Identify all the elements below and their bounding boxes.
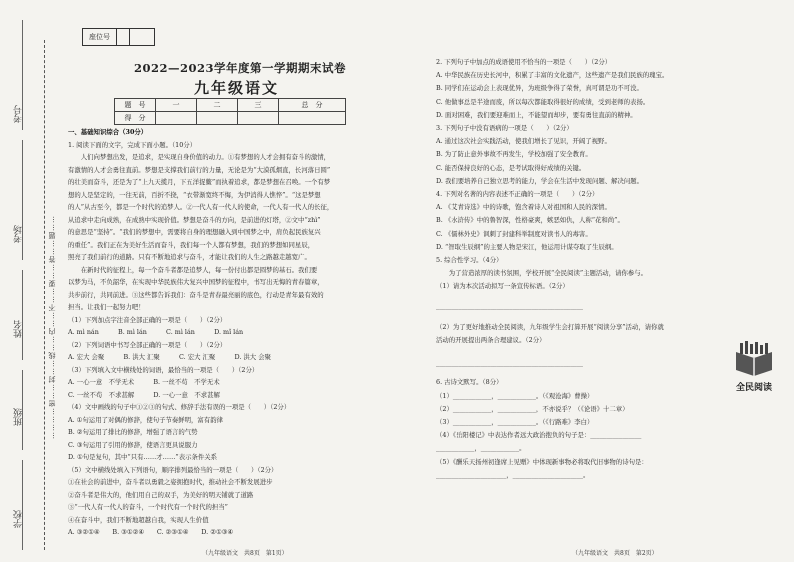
question-line: 的人”从古至今，都是一个时代的追梦人。②一代人有一代人的使命，一代人有一代人的长征， bbox=[68, 203, 334, 211]
question-line: 的重任”。我们正在为美好生活而奋斗，我们每一个人都有梦想，我们的梦想如同星辰， bbox=[68, 240, 315, 249]
question-line: （2）下列词语中书写全部正确的一项是（ ）（2分） bbox=[68, 340, 227, 349]
question-line: 6. 古诗文默写。（8分） bbox=[436, 378, 503, 387]
question-line: （2）____________，____________，不亦说乎？（《论语》十二章） bbox=[436, 404, 629, 413]
banji-label: 班级 bbox=[14, 408, 24, 426]
question-line: B. 《水浒传》中的鲁智深，性格豪爽，嫉恶如仇，人称“花和尚”。 bbox=[436, 216, 624, 225]
question-line: 从追求中走向成熟，在成熟中实现价值。梦想是奋斗的方向，是前进的灯塔，②文中“zhì” bbox=[68, 215, 321, 224]
xingming-label: 姓名 bbox=[14, 320, 24, 338]
question-line: 的壮美而奋斗，还是为了“上九天揽月，下五洋捉鳖”而执着追求，都是梦想在召唤。一个有梦 bbox=[68, 178, 331, 186]
question-line: 3. 下列句子中没有语病的一项是（ ）（2分） bbox=[436, 124, 573, 132]
score-header-cell: 题 号 bbox=[115, 99, 156, 112]
score-header-cell: 三 bbox=[238, 99, 279, 112]
question-line: C. 他做事总是半途而废，所以每次都能取得很好的成绩，受到老师的表扬。 bbox=[436, 97, 650, 106]
page-two bbox=[432, 0, 788, 562]
question-line: 有激情的人才会勇往直前。梦想是支撑我们前行的力量，无论是为“大漠孤烟直，长河落日圆” bbox=[68, 165, 331, 174]
question-line: A. 一心一意 不学无术 B. 一丝不苟 不学无术 bbox=[68, 378, 220, 386]
score-cell[interactable] bbox=[156, 112, 197, 125]
page-two-footer: （九年级语文 共8页 第2页） bbox=[572, 550, 658, 557]
question-line: （1）下列加点字注音全部正确的一项是（ ）（2分） bbox=[68, 315, 227, 324]
question-line: A. ①句运用了对偶的修辞，使句子节奏鲜明，富有韵律 bbox=[68, 415, 223, 424]
question-line: 担当。让我们一起努力吧！ bbox=[68, 303, 145, 311]
question-line: （1）请为本次活动拟写一条宣传标语。（2分） bbox=[436, 282, 569, 291]
seat-number-box bbox=[82, 28, 155, 46]
kaohao-label: 考号 bbox=[14, 105, 24, 123]
question-line: （3）下列填入文中横线处的词语，最恰当的一项是（ ）（2分） bbox=[68, 365, 259, 374]
score-header-cell: 总 分 bbox=[279, 99, 346, 112]
question-line: B. ②句运用了排比的修辞，增强了语言的气势 bbox=[68, 428, 198, 436]
seat-number-cell[interactable] bbox=[117, 29, 130, 45]
question-line: D. “智取生辰纲”的主要人物是宋江，他运用计谋夺取了生辰纲。 bbox=[436, 242, 618, 251]
kaochang-label: 考场 bbox=[14, 225, 24, 243]
seal-dashed-line bbox=[44, 40, 45, 550]
question-line: （4）《岳阳楼记》中表达作者远大政治抱负的句子是：________________ bbox=[436, 431, 642, 440]
question-line: （3）____________，____________。（《行路难》李白） bbox=[436, 418, 594, 426]
binding-strip bbox=[0, 0, 62, 562]
question-line: 活动的开展提出两条合理建议。（2分） bbox=[436, 336, 546, 344]
question-line: 的意思是“坚持”。“我们的梦想中，需要将自身的理想融入到中国梦之中，肩负起民族复兴 bbox=[68, 228, 321, 236]
xuexiao-label: 学校 bbox=[14, 510, 24, 528]
seat-number-cell[interactable] bbox=[130, 29, 154, 45]
question-line: （5）文中横线处填入下列语句，顺序排列最恰当的一项是（ ）（2分） bbox=[68, 465, 278, 474]
question-line: ①在社会的前进中，奋斗者以勇毅之姿拥抱时代，推动社会不断发展进步 bbox=[68, 478, 273, 486]
page-one-footer: （九年级语文 共8页 第1页） bbox=[202, 550, 288, 557]
question-line: C. 一丝不苟 不求甚解 D. 一心一意 不求甚解 bbox=[68, 390, 220, 399]
question-line: A. ③②①④ B. ③①②④ C. ②③①④ D. ②①③④ bbox=[68, 528, 234, 536]
exam-title: 2022—2023学年度第一学期期末试卷 bbox=[134, 61, 347, 75]
question-line: 在新时代的征程上，每一个奋斗者都是追梦人，每一份付出都是圆梦的基石。我们要 bbox=[68, 265, 318, 274]
question-line: 想的人是坚定的，一往无前，百折不挠，“衣带渐宽终不悔，为伊消得人憔悴”。“这是梦想 bbox=[68, 190, 321, 199]
xuexiao-line bbox=[22, 460, 23, 550]
question-line: 为了营造浓厚的读书氛围，学校开展“全民阅读”主题活动，请你参与。 bbox=[436, 269, 648, 278]
question-line: D. ①句是复句，其中“只有……才……”表示条件关系 bbox=[68, 453, 218, 461]
question-line: D. 面对困难，我们要迎难而上，不能望而却步，要有勇往直前的精神。 bbox=[436, 110, 637, 119]
seat-number-label: 座位号 bbox=[83, 29, 117, 45]
question-line: 2. 下列句子中加点的成语使用不恰当的一项是（ ）（2分） bbox=[436, 58, 612, 66]
question-line: 照亮了我们前行的道路。只有不断地追求与奋斗，才能让我们的人生之路越走越宽广。 bbox=[68, 253, 311, 261]
question-line: B. 为了防止意外事故不再发生，学校加强了安全教育。 bbox=[436, 150, 592, 159]
question-line: （2）为了更好地推动全民阅读，九年级学生会打算开展“阅读分享”活动，请你就 bbox=[436, 322, 664, 331]
question-line: A. 通过这次社会实践活动，使我们增长了见识，开阔了视野。 bbox=[436, 137, 611, 146]
question-line: A. 中华民族在历史长河中，积累了丰富的文化遗产，这些遗产是我们民族的瑰宝。 bbox=[436, 71, 669, 80]
question-line: A. mì nán B. mì lán C. mì lán D. mǐ lán bbox=[68, 328, 244, 336]
question-line: D. 我们要培养自己独立思考的能力，学会在生活中发现问题、解决问题。 bbox=[436, 176, 644, 185]
question-line: ②奋斗者是伟大的，他们用自己的双手，为美好的明天铺就了道路 bbox=[68, 490, 254, 499]
question-line: A. 《艾青诗选》中的诗歌，饱含着诗人对祖国和人民的深情。 bbox=[436, 203, 611, 212]
score-header-cell: 一 bbox=[156, 99, 197, 112]
question-line: C. 能否保持良好的心态，是考试取得好成绩的关键。 bbox=[436, 163, 586, 172]
reading-logo bbox=[730, 340, 778, 396]
question-line: 人们向梦想出发，是追求，是实现自身价值的动力。①有梦想的人才会拥有奋斗的激情， bbox=[68, 153, 331, 161]
reading-logo-caption: 全民阅读 bbox=[735, 383, 772, 393]
question-line: ④在奋斗中，我们不断地超越自我，实现人生价值 bbox=[68, 515, 209, 524]
seal-note: …………密……封……线……内……不……要……答……题…… bbox=[48, 215, 56, 439]
question-line: （1）____________，____________。（《观沧海》曹操） bbox=[436, 391, 594, 400]
exam-subject: 九年级语文 bbox=[194, 79, 280, 97]
question-line: （5）《酬乐天扬州初逢席上见赠》中体现新事物必将取代旧事物的诗句是： bbox=[436, 457, 648, 466]
score-table bbox=[114, 98, 346, 125]
question-line: （4）文中画线的句子中①②③的句式、修辞手法有误的一项是（ ）（2分） bbox=[68, 403, 291, 411]
score-row-label: 得 分 bbox=[115, 112, 156, 125]
xingming-line bbox=[22, 270, 23, 360]
question-line: C. ③句运用了引用的修辞，使语言更具说服力 bbox=[68, 440, 198, 449]
score-cell[interactable] bbox=[238, 112, 279, 125]
score-cell[interactable] bbox=[279, 112, 346, 125]
question-line: ______________________________________________ bbox=[436, 359, 583, 368]
book-icon bbox=[730, 340, 778, 380]
score-header-cell: 二 bbox=[197, 99, 238, 112]
question-line: 4. 下列对名著的内容表述不正确的一项是（ ）（2分） bbox=[436, 190, 599, 198]
question-line: B. 同学们在运动会上表现优异，为班级争得了荣誉，真可谓是功不可没。 bbox=[436, 84, 643, 93]
question-line: C. 《儒林外史》讽刺了封建科举制度对读书人的毒害。 bbox=[436, 229, 592, 238]
question-line: 1. 阅读下面的文字，完成下面小题。（10分） bbox=[68, 140, 197, 149]
question-line: ______________________，______________________。 bbox=[436, 470, 590, 479]
question-line: 以梦为马，不负韶华，在实现中华民族伟大复兴中国梦的征程中，书写出无悔的青春篇章， bbox=[68, 278, 324, 286]
question-line: A. 宏大 会聚 B. 洪大 汇聚 C. 宏大 汇聚 D. 洪大 会聚 bbox=[68, 353, 272, 361]
question-line: 5. 综合性学习。（4分） bbox=[436, 256, 503, 264]
question-line: 共步前行，共同前进。③这些都告诉我们：奋斗是青春最亮丽的底色，行动是青年最有效的 bbox=[68, 290, 324, 299]
question-line: 一、基础知识综合（30分） bbox=[68, 128, 148, 136]
page-one bbox=[64, 0, 422, 562]
question-line: ③“一代人有一代人的奋斗，一个时代有一个时代的担当” bbox=[68, 503, 228, 511]
question-line: ______________________________________________ bbox=[436, 301, 583, 310]
question-line: ____________，____________。 bbox=[436, 444, 526, 453]
score-cell[interactable] bbox=[197, 112, 238, 125]
